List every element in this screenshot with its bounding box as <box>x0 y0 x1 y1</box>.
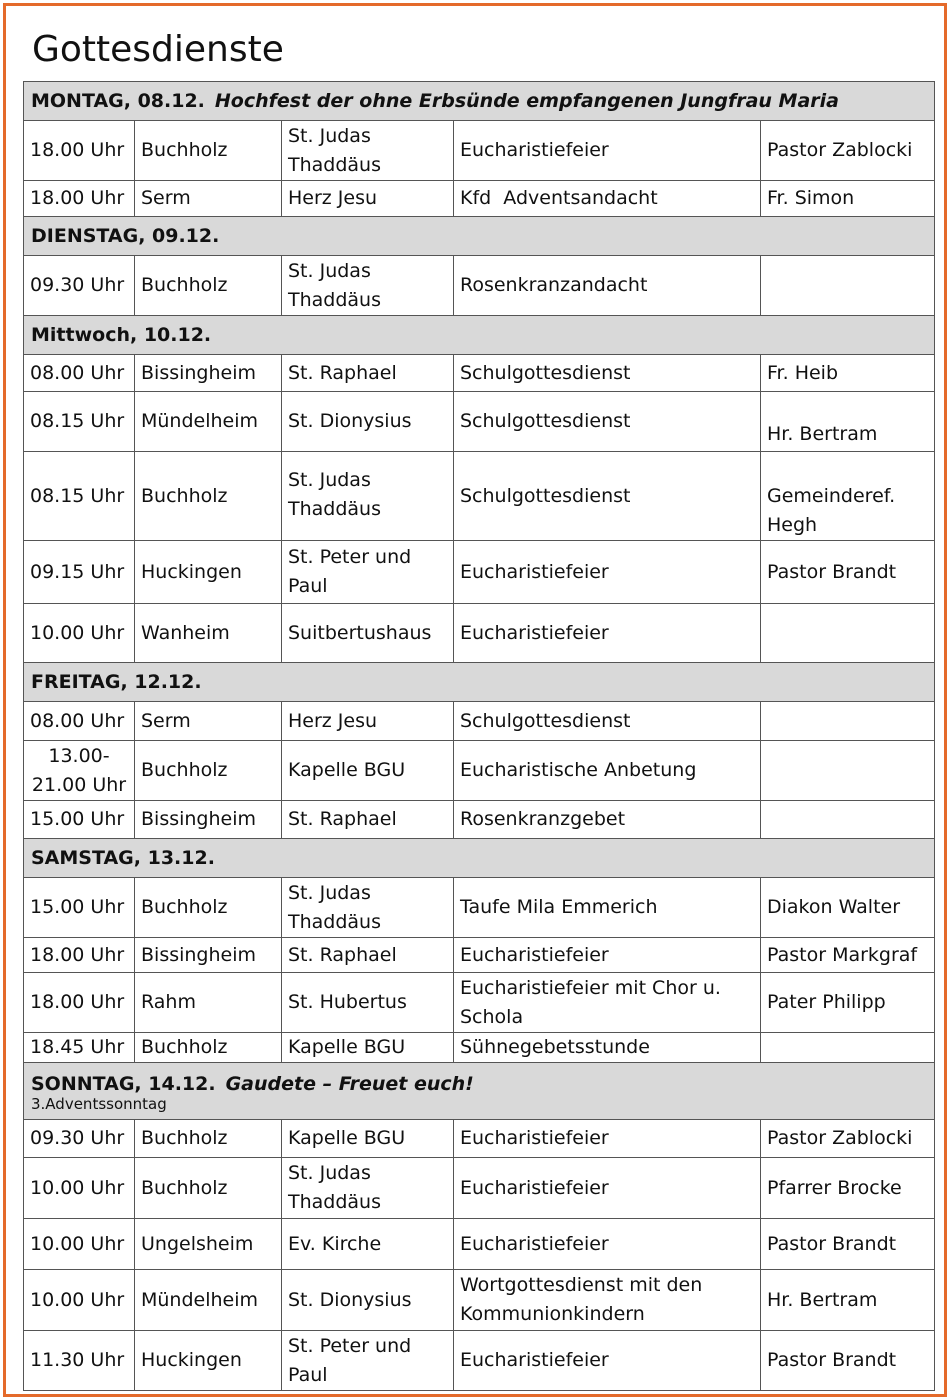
day-header <box>24 1063 935 1120</box>
day-subtitle: 3.Adventssonntag <box>31 1094 167 1113</box>
place-cell: Bissingheim <box>135 355 282 392</box>
celebrant-cell: Pastor Brandt <box>761 1331 935 1391</box>
service-cell: Schulgottesdienst <box>454 355 761 392</box>
day-header-row <box>24 839 935 878</box>
time-cell: 08.15 Uhr <box>24 392 135 452</box>
church-cell: St. Judas Thaddäus <box>282 121 454 181</box>
day-header-row <box>24 1063 935 1120</box>
celebrant-cell: Pastor Zablocki <box>761 121 935 181</box>
day-label: FREITAG, 12.12. <box>31 670 202 693</box>
service-cell: Eucharistiefeier <box>454 1158 761 1219</box>
time-cell: 18.00 Uhr <box>24 973 135 1033</box>
service-row <box>24 1158 935 1219</box>
church-cell: Kapelle BGU <box>282 1033 454 1063</box>
day-header <box>24 217 935 256</box>
place-cell: Huckingen <box>135 1331 282 1391</box>
place-cell: Buchholz <box>135 878 282 938</box>
time-cell: 15.00 Uhr <box>24 878 135 938</box>
feast-name: Gaudete – Freuet euch! <box>225 1072 474 1095</box>
church-cell: St. Dionysius <box>282 392 454 452</box>
time-cell: 18.45 Uhr <box>24 1033 135 1063</box>
service-cell: Schulgottesdienst <box>454 392 761 452</box>
church-cell: Herz Jesu <box>282 181 454 217</box>
celebrant-cell: Gemeinderef. Hegh <box>761 452 935 541</box>
day-header-row <box>24 663 935 702</box>
place-cell: Mündelheim <box>135 392 282 452</box>
service-row <box>24 541 935 604</box>
service-cell: Eucharistiefeier <box>454 1219 761 1270</box>
celebrant-cell <box>761 1033 935 1063</box>
feast-name: Hochfest der ohne Erbsünde empfangenen Jungfrau Maria <box>214 89 839 112</box>
service-cell: Kfd Adventsandacht <box>454 181 761 217</box>
service-cell: Taufe Mila Emmerich <box>454 878 761 938</box>
time-cell: 09.15 Uhr <box>24 541 135 604</box>
place-cell: Ungelsheim <box>135 1219 282 1270</box>
service-row <box>24 741 935 801</box>
service-row <box>24 878 935 938</box>
church-cell: Kapelle BGU <box>282 741 454 801</box>
service-row <box>24 604 935 663</box>
celebrant-cell: Pater Philipp <box>761 973 935 1033</box>
service-cell: Wortgottesdienst mit den Kommunionkindern <box>454 1270 761 1331</box>
celebrant-cell <box>761 801 935 839</box>
day-header <box>24 839 935 878</box>
celebrant-cell: Hr. Bertram <box>761 392 935 452</box>
celebrant-cell: Diakon Walter <box>761 878 935 938</box>
celebrant-cell <box>761 256 935 316</box>
church-cell: Ev. Kirche <box>282 1219 454 1270</box>
service-cell: Eucharistiefeier <box>454 604 761 663</box>
service-cell: Schulgottesdienst <box>454 702 761 741</box>
service-row <box>24 256 935 316</box>
service-row <box>24 181 935 217</box>
service-row <box>24 452 935 541</box>
time-cell: 09.30 Uhr <box>24 1120 135 1158</box>
place-cell: Mündelheim <box>135 1270 282 1331</box>
day-label: MONTAG, 08.12. <box>31 89 205 112</box>
service-schedule-table <box>23 81 935 1391</box>
service-cell: Eucharistische Anbetung <box>454 741 761 801</box>
time-cell: 10.00 Uhr <box>24 1158 135 1219</box>
place-cell: Bissingheim <box>135 938 282 973</box>
place-cell: Serm <box>135 702 282 741</box>
place-cell: Buchholz <box>135 741 282 801</box>
place-cell: Buchholz <box>135 256 282 316</box>
place-cell: Wanheim <box>135 604 282 663</box>
celebrant-cell: Pastor Zablocki <box>761 1120 935 1158</box>
church-cell: St. Judas Thaddäus <box>282 256 454 316</box>
church-cell: Kapelle BGU <box>282 1120 454 1158</box>
service-row <box>24 1219 935 1270</box>
celebrant-cell <box>761 604 935 663</box>
service-row <box>24 392 935 452</box>
place-cell: Buchholz <box>135 452 282 541</box>
time-cell: 10.00 Uhr <box>24 604 135 663</box>
celebrant-cell: Pastor Markgraf <box>761 938 935 973</box>
time-cell: 08.15 Uhr <box>24 452 135 541</box>
day-label: SONNTAG, 14.12. <box>31 1072 216 1095</box>
place-cell: Buchholz <box>135 1120 282 1158</box>
service-cell: Rosenkranzgebet <box>454 801 761 839</box>
church-cell: St. Raphael <box>282 801 454 839</box>
time-cell: 18.00 Uhr <box>24 938 135 973</box>
time-cell: 18.00 Uhr <box>24 181 135 217</box>
service-row <box>24 1331 935 1391</box>
church-cell: St. Dionysius <box>282 1270 454 1331</box>
service-cell: Eucharistiefeier <box>454 1120 761 1158</box>
service-cell: Eucharistiefeier mit Chor u. Schola <box>454 973 761 1033</box>
service-row <box>24 801 935 839</box>
service-cell: Eucharistiefeier <box>454 541 761 604</box>
celebrant-cell: Pastor Brandt <box>761 541 935 604</box>
service-row <box>24 1120 935 1158</box>
place-cell: Serm <box>135 181 282 217</box>
church-cell: St. Hubertus <box>282 973 454 1033</box>
day-header-row <box>24 316 935 355</box>
service-cell: Eucharistiefeier <box>454 938 761 973</box>
church-cell: St. Raphael <box>282 938 454 973</box>
time-cell: 11.30 Uhr <box>24 1331 135 1391</box>
place-cell: Buchholz <box>135 121 282 181</box>
celebrant-cell <box>761 702 935 741</box>
day-header-row <box>24 217 935 256</box>
service-row <box>24 938 935 973</box>
service-row <box>24 355 935 392</box>
church-cell: St. Raphael <box>282 355 454 392</box>
time-cell: 08.00 Uhr <box>24 355 135 392</box>
day-label: DIENSTAG, 09.12. <box>31 224 220 247</box>
page-frame <box>3 3 947 1397</box>
church-cell: Herz Jesu <box>282 702 454 741</box>
time-cell: 10.00 Uhr <box>24 1270 135 1331</box>
service-cell: Eucharistiefeier <box>454 1331 761 1391</box>
service-row <box>24 1033 935 1063</box>
time-cell: 08.00 Uhr <box>24 702 135 741</box>
time-cell: 15.00 Uhr <box>24 801 135 839</box>
day-label: SAMSTAG, 13.12. <box>31 846 215 869</box>
place-cell: Rahm <box>135 973 282 1033</box>
time-cell: 18.00 Uhr <box>24 121 135 181</box>
church-cell: St. Judas Thaddäus <box>282 452 454 541</box>
celebrant-cell: Pfarrer Brocke <box>761 1158 935 1219</box>
celebrant-cell: Hr. Bertram <box>761 1270 935 1331</box>
day-header <box>24 663 935 702</box>
place-cell: Bissingheim <box>135 801 282 839</box>
time-cell: 13.00- 21.00 Uhr <box>24 741 135 801</box>
time-cell: 09.30 Uhr <box>24 256 135 316</box>
page-title: Gottesdienste <box>32 29 284 70</box>
church-cell: St. Judas Thaddäus <box>282 878 454 938</box>
celebrant-cell: Fr. Heib <box>761 355 935 392</box>
place-cell: Huckingen <box>135 541 282 604</box>
church-cell: Suitbertushaus <box>282 604 454 663</box>
church-cell: St. Peter und Paul <box>282 1331 454 1391</box>
service-cell: Eucharistiefeier <box>454 121 761 181</box>
service-cell: Schulgottesdienst <box>454 452 761 541</box>
service-row <box>24 702 935 741</box>
celebrant-cell <box>761 741 935 801</box>
place-cell: Buchholz <box>135 1033 282 1063</box>
service-row <box>24 121 935 181</box>
church-cell: St. Peter und Paul <box>282 541 454 604</box>
day-header-row <box>24 82 935 121</box>
service-cell: Rosenkranzandacht <box>454 256 761 316</box>
place-cell: Buchholz <box>135 1158 282 1219</box>
celebrant-cell: Pastor Brandt <box>761 1219 935 1270</box>
celebrant-cell: Fr. Simon <box>761 181 935 217</box>
day-header <box>24 316 935 355</box>
day-header <box>24 82 935 121</box>
service-row <box>24 1270 935 1331</box>
service-cell: Sühnegebetsstunde <box>454 1033 761 1063</box>
day-label: Mittwoch, 10.12. <box>31 323 212 346</box>
church-cell: St. Judas Thaddäus <box>282 1158 454 1219</box>
time-cell: 10.00 Uhr <box>24 1219 135 1270</box>
service-row <box>24 973 935 1033</box>
